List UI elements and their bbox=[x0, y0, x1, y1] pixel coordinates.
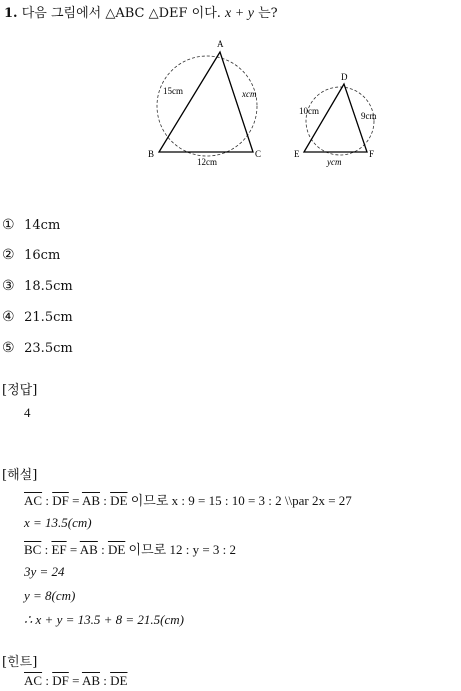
option-1-number: ① bbox=[2, 217, 15, 233]
option-1[interactable] bbox=[2, 217, 60, 233]
option-4-text: 21.5cm bbox=[24, 310, 73, 325]
vertex-b: B bbox=[148, 149, 155, 159]
side-df-label: 9cm bbox=[361, 111, 377, 121]
vertex-e: E bbox=[294, 149, 300, 159]
solution-line-3: $\overline{BC}$ : $\overline{EF} = \overline{AB}$ : $\overline{DE}$ 이므로 12 : y = 3 : 2 bbox=[24, 542, 237, 557]
ratio-ac: $\overline{AC}$ bbox=[24, 493, 43, 508]
option-4[interactable] bbox=[2, 309, 73, 325]
ratio-df: $\overline{DF}$ bbox=[52, 493, 69, 508]
ratio-ef: $\overline{EF}$ bbox=[51, 542, 67, 557]
option-1-text: 14cm bbox=[24, 218, 61, 233]
question-text: 다음 그림에서 △ABC △DEF 이다. bbox=[21, 6, 221, 21]
ratio-de: $\overline{DE}$ bbox=[110, 493, 128, 508]
side-ab-label: 15cm bbox=[163, 86, 183, 96]
ratio-de-2: $\overline{DE}$ bbox=[107, 542, 126, 557]
solution-line-2: x = 13.5(cm) bbox=[24, 515, 92, 530]
hint-ratio-df: $\overline{DF}$ bbox=[52, 673, 69, 688]
option-3[interactable] bbox=[2, 278, 73, 294]
question-suffix: 는? bbox=[258, 6, 278, 21]
hint-label: [힌트] bbox=[2, 655, 38, 670]
question-math: x + y bbox=[225, 6, 254, 21]
option-5[interactable] bbox=[2, 340, 73, 356]
circumcircle-def bbox=[306, 87, 374, 155]
solution-line-1-text: 이므로 x : 9 = 15 : 10 = 3 : 2 \\par 2x = 27 bbox=[127, 493, 352, 508]
hint-line-1: $\overline{AC}$ : $\overline{DF} = \overline{AB}$ : $\overline{DE}$ bbox=[24, 673, 128, 688]
side-ac-label: xcm bbox=[242, 89, 257, 99]
side-bc-label: 12cm bbox=[197, 157, 217, 167]
option-4-number: ④ bbox=[2, 309, 15, 325]
hint-ratio-de: $\overline{DE}$ bbox=[110, 673, 128, 688]
vertex-f: F bbox=[369, 149, 375, 159]
hint-ratio-ab: $\overline{AB}$ bbox=[81, 673, 100, 688]
option-3-text: 18.5cm bbox=[24, 279, 73, 294]
question-number: 1. bbox=[4, 6, 18, 21]
option-2[interactable] bbox=[2, 247, 60, 263]
solution-label: [해설] bbox=[2, 468, 38, 483]
answer-value: 4 bbox=[24, 405, 31, 420]
solution-line-4: 3y = 24 bbox=[24, 564, 65, 579]
question-title bbox=[4, 2, 278, 22]
vertex-c: C bbox=[255, 149, 262, 159]
side-ef-label: ycm bbox=[327, 157, 342, 167]
hint-ratio-ac: $\overline{AC}$ bbox=[24, 673, 43, 688]
solution-line-6: ∴ x + y = 13.5 + 8 = 21.5(cm) bbox=[24, 612, 184, 627]
option-5-number: ⑤ bbox=[2, 340, 15, 356]
option-3-number: ③ bbox=[2, 278, 15, 294]
solution-line-3-text: 이므로 12 : y = 3 : 2 bbox=[125, 542, 237, 557]
option-2-number: ② bbox=[2, 247, 15, 263]
ratio-bc: $\overline{BC}$ bbox=[24, 542, 42, 557]
ratio-ab-2: $\overline{AB}$ bbox=[79, 542, 98, 557]
answer-label: [정답] bbox=[2, 383, 38, 398]
ratio-ab: $\overline{AB}$ bbox=[81, 493, 100, 508]
triangle-def bbox=[304, 84, 367, 152]
triangle-figure bbox=[145, 34, 390, 174]
option-5-text: 23.5cm bbox=[24, 341, 73, 356]
vertex-d: D bbox=[341, 72, 348, 82]
option-2-text: 16cm bbox=[24, 248, 61, 263]
vertex-a: A bbox=[217, 39, 224, 49]
circumcircle-abc bbox=[157, 56, 257, 156]
side-de-label: 10cm bbox=[299, 106, 319, 116]
triangle-abc bbox=[159, 52, 253, 152]
solution-line-1: $\overline{AC}$ : $\overline{DF} = \overline{AB}$ : $\overline{DE}$ 이므로 x : 9 = 15 : 10 = 3 : 2 \\par 2x = 27 bbox=[24, 493, 352, 508]
solution-line-5: y = 8(cm) bbox=[24, 588, 76, 603]
